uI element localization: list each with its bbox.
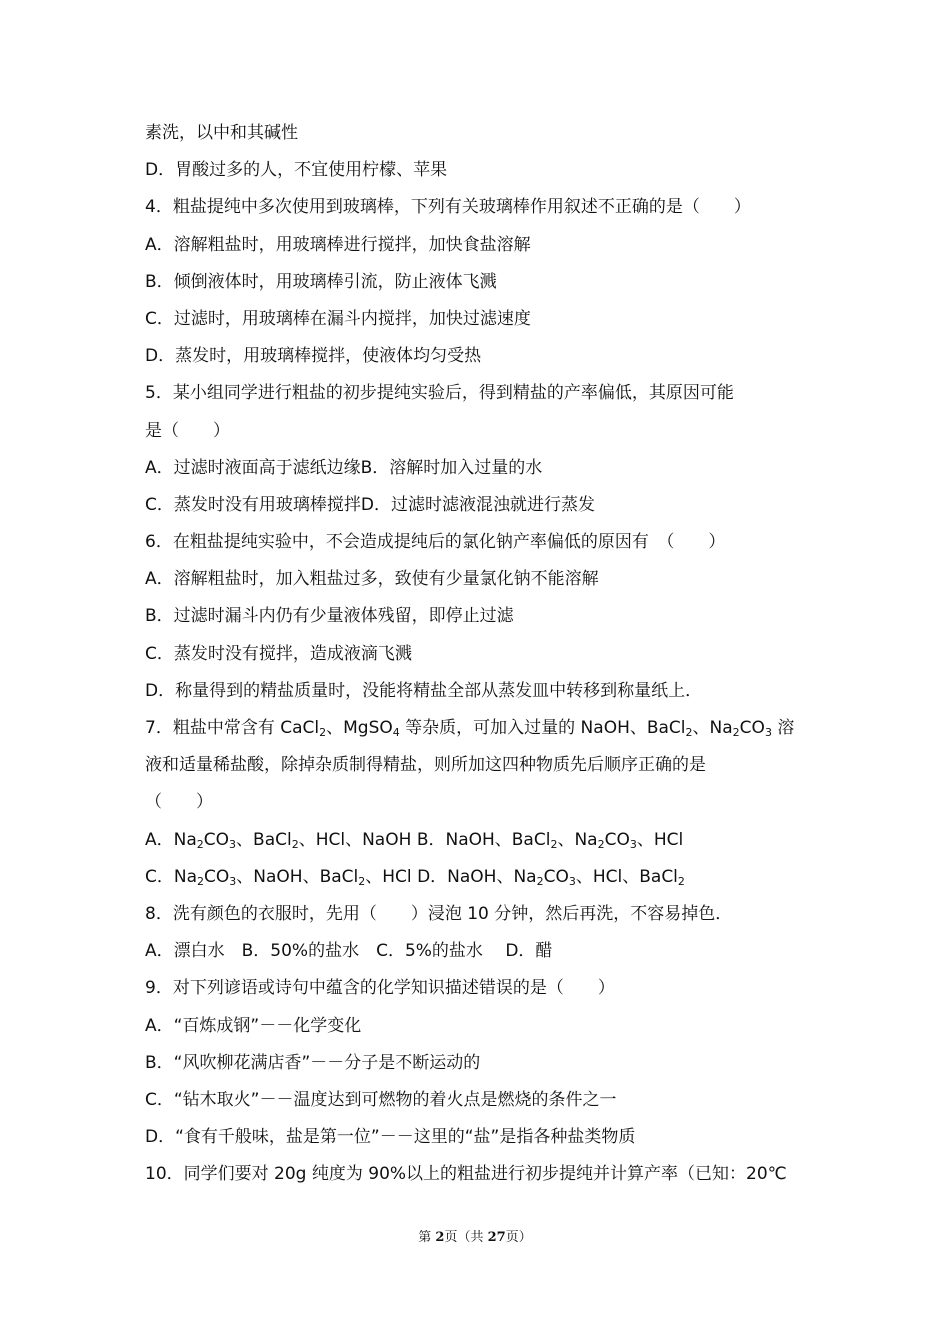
option-d: D．“食有千般味，盐是第一位”－－这里的“盐”是指各种盐类物质 <box>145 1127 636 1148</box>
option-c: C．“钻木取火”－－温度达到可燃物的着火点是燃烧的条件之一 <box>145 1089 617 1110</box>
option-b: B．“风吹柳花满店香”－－分子是不断运动的 <box>145 1052 481 1073</box>
text-line: 素洗，以中和其碱性 <box>145 123 298 143</box>
question-body <box>145 115 815 1193</box>
page-footer: 第 2页（共 27页） <box>418 1230 532 1245</box>
total-pages: 27 <box>487 1230 506 1245</box>
question-8: 8．洗有颜色的衣服时，先用（ ）浸泡 10 分钟，然后再洗，不容易掉色． <box>145 903 733 924</box>
question-5-cont: 是（ ） <box>145 420 230 441</box>
question-4: 4．粗盐提纯中多次使用到玻璃棒，下列有关玻璃棒作用叙述不正确的是（ ） <box>145 197 751 218</box>
option-d: D．称量得到的精盐质量时，没能将精盐全部从蒸发皿中转移到称量纸上． <box>145 680 703 701</box>
option-a: A．溶解粗盐时，用玻璃棒进行搅拌，加快食盐溶解 <box>145 234 531 255</box>
option-c: C．过滤时，用玻璃棒在漏斗内搅拌，加快过滤速度 <box>145 308 531 329</box>
question-7-cont: 液和适量稀盐酸，除掉杂质制得精盐，则所加这四种物质先后顺序正确的是 <box>145 755 706 776</box>
option-a: A．溶解粗盐时，加入粗盐过多，致使有少量氯化钠不能溶解 <box>145 569 599 590</box>
option-d: D．胃酸过多的人，不宜使用柠檬、苹果 <box>145 160 448 181</box>
options-cd: C．$Na_2CO_3$、NaOH、BaCl$_2$、HCl D．NaOH、$Na_2CO_3$、HCl、BaCl$_2$ <box>145 866 685 888</box>
question-7: 7．粗盐中常含有 CaCl$_2$、MgSO$_4$ 等杂质，可加入过量的 NaOH、BaCl$_2$、$Na_2CO_3$ 溶 <box>145 718 795 739</box>
options-cd: C．蒸发时没有用玻璃棒搅拌D．过滤时滤液混浊就进行蒸发 <box>145 494 595 515</box>
question-7-cont: （ ） <box>145 792 213 813</box>
question-10: 10．同学们要对 20g 纯度为 90%以上的粗盐进行初步提纯并计算产率（已知：20℃ <box>145 1164 787 1185</box>
question-9: 9．对下列谚语或诗句中蕴含的化学知识描述错误的是（ ） <box>145 978 615 999</box>
options-ab: A．$Na_2CO_3$、BaCl$_2$、HCl、NaOH B．NaOH、BaCl$_2$、$Na_2CO_3$、HCl <box>145 829 684 851</box>
option-b: B．过滤时漏斗内仍有少量液体残留，即停止过滤 <box>145 606 514 627</box>
options-ab: A．过滤时液面高于滤纸边缘B．溶解时加入过量的水 <box>145 457 543 478</box>
option-d: D．蒸发时，用玻璃棒搅拌，使液体均匀受热 <box>145 346 482 367</box>
option-b: B．倾倒液体时，用玻璃棒引流，防止液体飞溅 <box>145 271 497 292</box>
option-a: A．“百炼成钢”－－化学变化 <box>145 1015 362 1036</box>
option-c: C．蒸发时没有搅拌，造成液滴飞溅 <box>145 643 412 664</box>
options: A．漂白水 B．50%的盐水 C．5%的盐水 D．醋 <box>145 941 553 962</box>
question-5: 5．某小组同学进行粗盐的初步提纯实验后，得到精盐的产率偏低，其原因可能 <box>145 383 734 404</box>
current-page: 2 <box>435 1230 445 1245</box>
question-6: 6．在粗盐提纯实验中，不会造成提纯后的氯化钠产率偏低的原因有 （ ） <box>145 532 726 553</box>
